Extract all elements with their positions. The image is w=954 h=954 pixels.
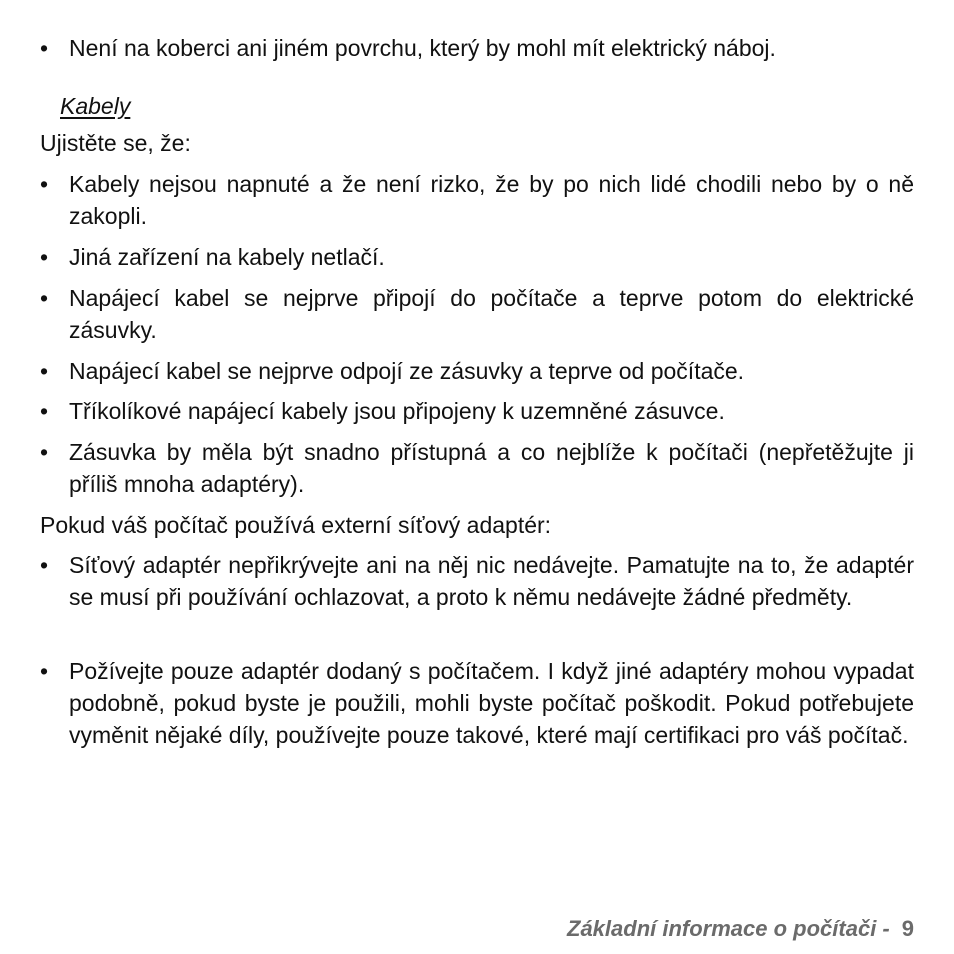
list-item-text: Požívejte pouze adaptér dodaný s počítačem. I když jiné adaptéry mohou vypadat podobně, pokud byste je použili, mohli byste počítač poškodit. Pokud potřebujete vyměnit nějaké díly, používejte pouze takové, které mají certifikaci pro váš počítač. — [69, 658, 914, 748]
list-item — [40, 282, 914, 346]
document-page — [40, 0, 914, 954]
bullet-marker: • — [40, 171, 49, 197]
bullet-marker: • — [40, 398, 49, 424]
list-item — [40, 549, 914, 613]
footer-title: Základní informace o počítači - — [567, 916, 890, 941]
bullet-marker: • — [40, 658, 49, 684]
list-item — [40, 32, 914, 64]
list-item-text: Není na koberci ani jiném povrchu, který by mohl mít elektrický náboj. — [69, 35, 776, 61]
bullet-marker: • — [40, 358, 49, 384]
list-item-text: Napájecí kabel se nejprve připojí do počítače a teprve potom do elektrické zásuvky. — [69, 285, 914, 343]
bullet-marker: • — [40, 552, 49, 578]
page-footer — [567, 913, 914, 945]
section-heading-cables: Kabely — [60, 93, 131, 119]
list-item-text: Jiná zařízení na kabely netlačí. — [69, 244, 385, 270]
bullet-marker: • — [40, 244, 49, 270]
list-item — [40, 655, 914, 751]
bullet-marker: • — [40, 35, 49, 61]
list-item-text: Kabely nejsou napnuté a že není rizko, že by po nich lidé chodili nebo by o ně zakopli. — [69, 171, 914, 229]
list-item — [40, 241, 914, 273]
bullet-marker: • — [40, 285, 49, 311]
list-item-text: Zásuvka by měla být snadno přístupná a co nejblíže k počítači (nepřetěžujte ji příliš mnoha adaptéry). — [69, 439, 914, 497]
list-item — [40, 355, 914, 387]
adapter-lead: Pokud váš počítač používá externí síťový adaptér: — [40, 512, 552, 538]
section-lead: Ujistěte se, že: — [40, 130, 191, 156]
list-item-text: Napájecí kabel se nejprve odpojí ze zásuvky a teprve od počítače. — [69, 358, 745, 384]
list-item — [40, 395, 914, 427]
bullet-marker: • — [40, 439, 49, 465]
page-number: 9 — [901, 916, 914, 941]
list-item — [40, 168, 914, 232]
list-item-text: Tříkolíkové napájecí kabely jsou připojeny k uzemněné zásuvce. — [69, 398, 725, 424]
list-item — [40, 436, 914, 500]
list-item-text: Síťový adaptér nepřikrývejte ani na něj nic nedávejte. Pamatujte na to, že adaptér se musí při používání ochlazovat, a proto k němu nedávejte žádné předměty. — [69, 552, 914, 610]
